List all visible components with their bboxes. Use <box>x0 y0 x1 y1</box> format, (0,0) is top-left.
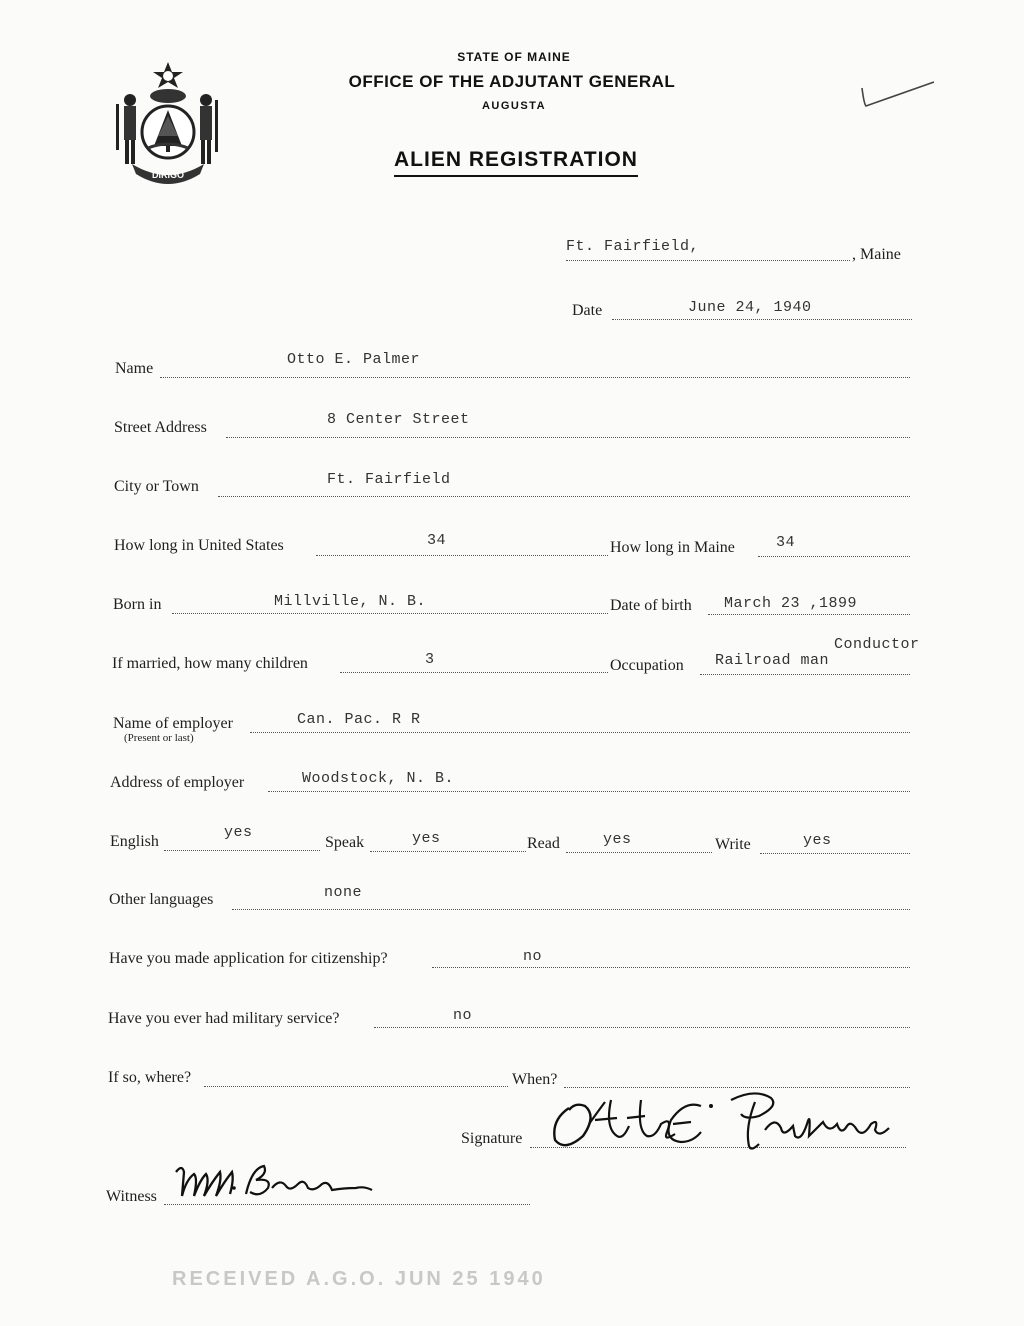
date-label: Date <box>572 302 603 319</box>
signature-label: Signature <box>461 1130 523 1147</box>
witness-signature-image <box>172 1158 382 1204</box>
speak-dots <box>370 851 526 852</box>
read-value: yes <box>603 831 632 848</box>
employer-label: Name of employer <box>113 715 233 732</box>
date-value: June 24, 1940 <box>688 299 812 316</box>
english-dots <box>164 850 320 851</box>
name-dots <box>160 377 910 378</box>
write-label: Write <box>715 836 751 853</box>
city-value: Ft. Fairfield <box>327 471 451 488</box>
children-dots <box>340 672 608 673</box>
dob-value: March 23 ,1899 <box>724 595 858 612</box>
header-state: STATE OF MAINE <box>457 50 571 64</box>
dob-label: Date of birth <box>610 597 692 614</box>
other-languages-value: none <box>324 884 363 901</box>
svg-text:DIRIGO: DIRIGO <box>151 170 185 180</box>
location-state-label: , Maine <box>852 246 901 263</box>
english-label: English <box>110 833 159 850</box>
street-dots <box>226 437 910 438</box>
employer-address-label: Address of employer <box>110 774 245 791</box>
born-value: Millville, N. B. <box>274 593 427 610</box>
street-label: Street Address <box>114 419 207 436</box>
occupation-value: Railroad man <box>715 652 830 669</box>
city-label: City or Town <box>114 478 199 495</box>
witness-label: Witness <box>106 1188 157 1205</box>
military-label: Have you ever had military service? <box>108 1010 340 1027</box>
occupation-extra-value: Conductor <box>834 636 920 653</box>
citizenship-value: no <box>523 948 543 965</box>
city-dots <box>218 496 910 497</box>
employer-address-value: Woodstock, N. B. <box>302 770 455 787</box>
maine-years-value: 34 <box>776 534 796 551</box>
military-value: no <box>453 1007 473 1024</box>
dob-dots <box>708 614 910 615</box>
read-dots <box>566 852 712 853</box>
other-languages-dots <box>232 909 910 910</box>
us-years-value: 34 <box>427 532 447 549</box>
received-stamp: RECEIVED A.G.O. JUN 25 1940 <box>172 1268 546 1290</box>
other-languages-label: Other languages <box>109 891 214 908</box>
signature-image <box>545 1080 905 1160</box>
english-value: yes <box>224 824 253 841</box>
citizenship-dots <box>432 967 910 968</box>
read-label: Read <box>527 835 560 852</box>
citizenship-label: Have you made application for citizenship? <box>109 950 388 967</box>
employer-sublabel: (Present or last) <box>124 732 194 744</box>
employer-dots <box>250 732 910 733</box>
form-title: ALIEN REGISTRATION <box>4 148 1024 172</box>
name-value: Otto E. Palmer <box>287 351 421 368</box>
when-label: When? <box>512 1071 558 1088</box>
us-years-dots <box>316 555 608 556</box>
occupation-label: Occupation <box>610 657 684 674</box>
location-town-value: Ft. Fairfield, <box>566 238 700 255</box>
date-dots <box>612 319 912 320</box>
witness-dots <box>164 1204 530 1205</box>
maine-years-dots <box>758 556 910 557</box>
born-dots <box>172 613 608 614</box>
location-dots <box>566 260 850 261</box>
maine-years-label: How long in Maine <box>610 539 735 556</box>
where-dots <box>204 1086 508 1087</box>
military-dots <box>374 1027 910 1028</box>
employer-address-dots <box>268 791 910 792</box>
employer-value: Can. Pac. R R <box>297 711 421 728</box>
street-value: 8 Center Street <box>327 411 470 428</box>
where-label: If so, where? <box>108 1069 192 1086</box>
header-city: AUGUSTA <box>481 100 547 112</box>
speak-value: yes <box>412 830 441 847</box>
write-dots <box>760 853 910 854</box>
born-label: Born in <box>113 596 162 613</box>
children-label: If married, how many children <box>112 655 308 672</box>
speak-label: Speak <box>325 834 365 851</box>
occupation-dots <box>700 674 910 675</box>
name-label: Name <box>115 360 154 377</box>
write-value: yes <box>803 832 832 849</box>
us-years-label: How long in United States <box>114 537 284 554</box>
children-value: 3 <box>425 651 435 668</box>
header-office: OFFICE OF THE ADJUTANT GENERAL <box>348 72 676 91</box>
